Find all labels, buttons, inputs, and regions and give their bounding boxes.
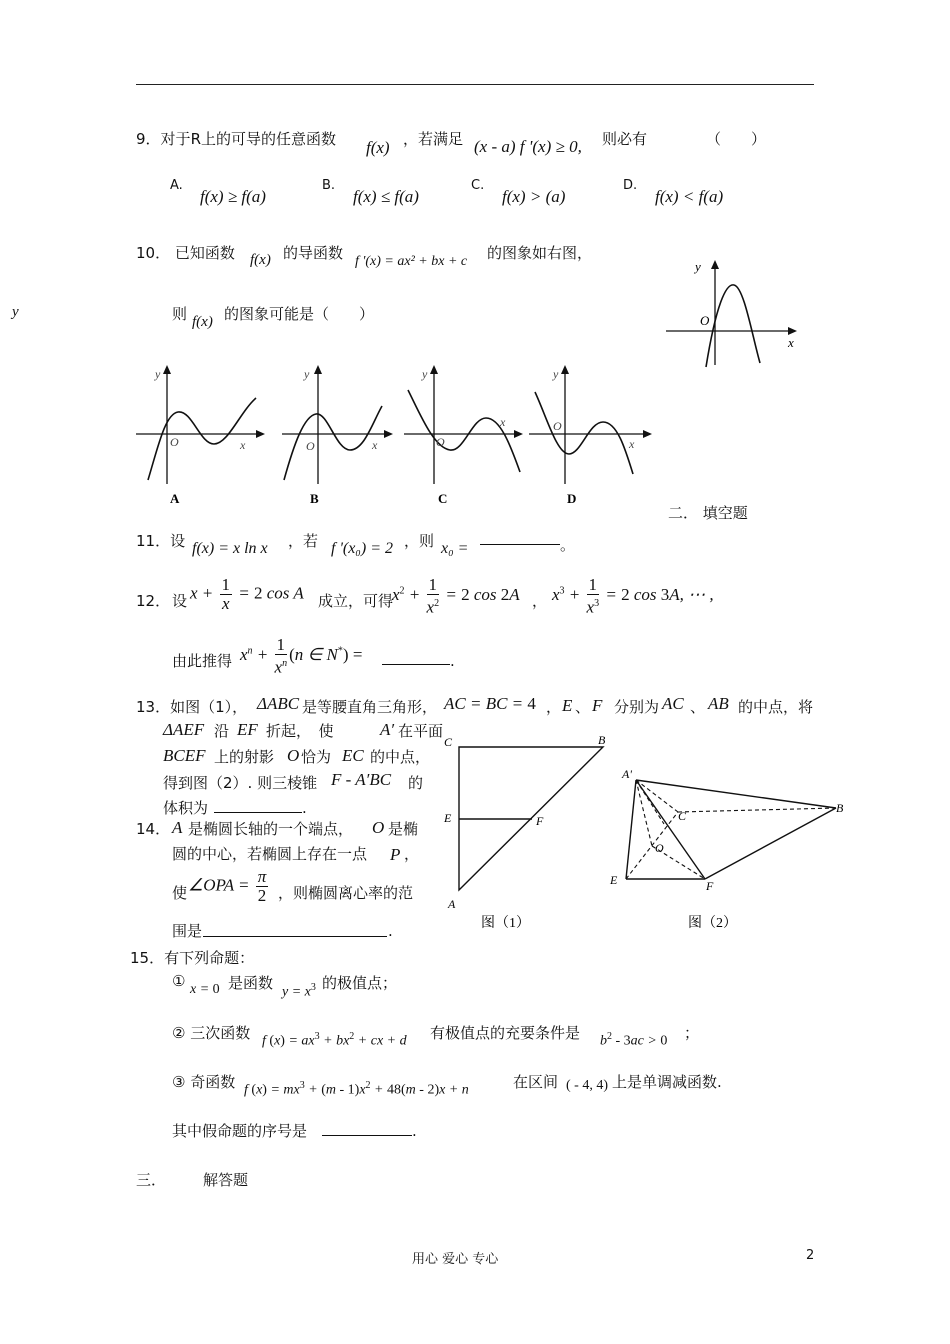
q12-eq4: $x^n$ + $\frac{1}{x^n}$ (n ∈ N*) = xyxy=(240,635,363,677)
q15-item1-func: $y = x^3$ xyxy=(282,982,316,1000)
q14-line2b: ， xyxy=(404,845,420,863)
q9-optA-label: A. xyxy=(170,178,183,193)
choice-a-y: y xyxy=(155,367,161,381)
q15-end: . xyxy=(412,1122,417,1140)
q15-item3a: ③ 奇函数 xyxy=(172,1073,236,1091)
q13-line1g: 的中点，将 xyxy=(738,698,814,716)
q12-text2: 成立，可得 xyxy=(318,592,394,610)
q13-EC: EC xyxy=(342,746,364,765)
q12-line2: 由此推得 xyxy=(172,652,233,670)
q9-optD-expr: f(x) < f(a) xyxy=(655,187,724,206)
q13-line1b: 是等腰直角三角形， xyxy=(302,698,438,716)
fig2-label-E: E xyxy=(610,873,618,887)
q14-line3a: 使 xyxy=(172,884,188,902)
q12-number: 12． xyxy=(136,592,171,610)
q13-pyramid: F - A′BC xyxy=(331,770,392,789)
fig2-caption: 图（2） xyxy=(688,916,737,931)
choice-c-x: x xyxy=(500,415,506,429)
q15-item2-cond: $b^2 - 3ac > 0$ xyxy=(600,1031,668,1049)
q11-text2: ，若 xyxy=(288,532,319,550)
q15-item3-func: f $(x) = mx^3 + (m - 1)x^2 + 48(m - 2)x + n$ xyxy=(244,1080,469,1098)
q10-line2-fx: f(x) xyxy=(192,314,213,330)
fig2-label-O: O xyxy=(655,841,664,855)
q12-text1: 设 xyxy=(172,592,188,610)
q13-Aprime: A′ xyxy=(380,720,395,739)
q15-number: 15． xyxy=(130,949,165,967)
choice-c-label: C xyxy=(438,491,448,506)
choice-d-o: O xyxy=(553,419,562,433)
choice-graph-c xyxy=(400,362,530,512)
q9-text3: ，若满足 xyxy=(403,130,464,148)
q9-optD-label: D. xyxy=(623,178,638,193)
q11-expr1: f(x) = x ln x xyxy=(192,540,268,557)
q13-line2b: 折起， 使 xyxy=(266,722,334,740)
q15-item3c: 上是单调减函数. xyxy=(612,1073,722,1091)
q13-line3b: 恰为 xyxy=(301,748,332,766)
q13-line1a: 如图（1）， xyxy=(170,698,248,716)
fig1-caption: 图（1） xyxy=(481,916,530,931)
q9-condition: (x - a) f '(x) ≥ 0, xyxy=(474,137,582,156)
q9-optB-label: B. xyxy=(322,178,336,193)
choice-graph-d xyxy=(525,362,660,512)
choice-graph-b xyxy=(278,362,403,512)
q13-line1e: 分别为 xyxy=(614,698,660,716)
q13-AC: AC xyxy=(662,694,684,713)
q14-A: A xyxy=(172,818,183,837)
q14-number: 14． xyxy=(136,820,171,838)
q14-P: P xyxy=(390,845,401,864)
choice-d-x: x xyxy=(629,437,635,451)
q9-text2: 上的可导的任意函数 xyxy=(201,130,337,148)
q9-text4: 则必有 xyxy=(602,130,648,148)
deriv-x-label: x xyxy=(788,335,794,350)
q9-optC-expr: f(x) > (a) xyxy=(502,187,566,206)
q9-fx: f(x) xyxy=(366,138,390,157)
fig2-label-B: B xyxy=(836,801,844,815)
choice-c-y: y xyxy=(422,367,428,381)
q9-optA-expr: f(x) ≥ f(a) xyxy=(200,187,266,206)
fig1-label-F: F xyxy=(536,814,544,828)
q14-end: . xyxy=(388,922,393,940)
q13-line5: 体积为 xyxy=(163,799,209,817)
q9-optC-label: C. xyxy=(471,178,485,193)
footer-center: 用心 爱心 专心 xyxy=(412,1252,499,1267)
q13-abc: ΔABC xyxy=(257,694,300,713)
q14-line1b: 是椭 xyxy=(388,820,419,838)
deriv-o-label: O xyxy=(700,313,710,328)
q10-number: 10． xyxy=(136,244,171,262)
q11-number: 11． xyxy=(136,532,171,550)
q13-end: . xyxy=(302,799,307,817)
q13-number: 13． xyxy=(136,698,171,716)
q10-line2a: 则 xyxy=(172,305,188,323)
choice-a-o: O xyxy=(170,435,179,449)
q13-BCEF: BCEF xyxy=(163,746,206,765)
section3-number: 三． xyxy=(136,1171,167,1189)
q13-line2c: 在平面 xyxy=(398,722,444,740)
q9-R: R xyxy=(190,130,201,148)
q11-text3: ，则 xyxy=(404,532,435,550)
choice-b-x: x xyxy=(372,438,378,452)
q9-text1: 对于 xyxy=(160,130,191,148)
q11-text1: 设 xyxy=(170,532,186,550)
q9-line xyxy=(136,128,336,149)
header-rule xyxy=(136,84,814,85)
q9-optB-expr: f(x) ≤ f(a) xyxy=(353,187,419,206)
q15-item1-x0: x = 0 xyxy=(190,982,220,997)
q14-line1a: 是椭圆长轴的一个端点， xyxy=(188,820,354,838)
q12-blank[interactable] xyxy=(382,664,450,665)
q11-expr3: x₀ = xyxy=(441,540,469,557)
q14-O: O xyxy=(372,818,385,837)
fig2-label-A: A' xyxy=(622,767,632,781)
stray-y: y xyxy=(12,304,19,320)
q13-line1f: 、 xyxy=(690,698,706,716)
q15-line xyxy=(130,947,254,968)
derivative-graph xyxy=(660,255,810,370)
choice-b-o: O xyxy=(306,439,315,453)
q11-blank[interactable] xyxy=(480,544,560,545)
section2-title: 二． 填空题 xyxy=(668,504,748,522)
q9-paren: （ ） xyxy=(706,130,767,148)
choice-d-y: y xyxy=(553,367,559,381)
q15-item2b: 有极值点的充要条件是 xyxy=(430,1024,581,1042)
q13-line3a: 上的射影 xyxy=(214,748,275,766)
q10-text3: 的图象如右图， xyxy=(487,244,593,262)
choice-c-o: O xyxy=(436,435,445,449)
q13-F: F xyxy=(592,696,603,715)
choice-a-x: x xyxy=(240,438,246,452)
q13-aef: ΔAEF xyxy=(163,720,205,739)
q11-line xyxy=(136,530,185,551)
q13-line1c: ， xyxy=(546,698,562,716)
choice-graph-a xyxy=(130,362,270,512)
fig2-label-F: F xyxy=(706,879,714,893)
q10-fx: f(x) xyxy=(250,252,271,268)
q10-line1 xyxy=(136,242,235,263)
deriv-y-label: y xyxy=(695,259,701,274)
choice-b-label: B xyxy=(310,491,319,506)
choice-a-label: A xyxy=(170,491,180,506)
q13-E: E xyxy=(562,696,573,715)
q10-fprime: f '(x) = ax² + bx + c xyxy=(355,254,468,269)
fig2-label-C: C xyxy=(678,809,687,823)
fig1-label-B: B xyxy=(598,733,606,747)
q13-O: O xyxy=(287,746,300,765)
q9-number: 9． xyxy=(136,130,161,148)
q12-eq2: $x^2$ + $\frac{1}{x^2}$ = 2 cos 2A xyxy=(392,575,520,617)
q14-blank[interactable] xyxy=(203,936,387,937)
q14-line4: 围是 xyxy=(172,922,203,940)
q10-text2: 的导函数 xyxy=(283,244,344,262)
q14-line2a: 圆的中心，若椭圆上存在一点 xyxy=(172,845,368,863)
q13-line1d: 、 xyxy=(575,698,591,716)
q12-end: . xyxy=(450,652,455,670)
page-number: 2 xyxy=(806,1248,815,1263)
q10-line2b: 的图象可能是（ ） xyxy=(224,305,375,323)
fig1-label-C: C xyxy=(444,735,453,749)
q15-blank[interactable] xyxy=(322,1135,412,1136)
q15-item3b: 在区间 xyxy=(513,1073,559,1091)
q15-item1a: ① xyxy=(172,972,186,990)
q15-item3-interval: ( - 4, 4) xyxy=(566,1078,608,1093)
q14-angle: ∠OPA = $\frac{\pi}{2}$ xyxy=(188,867,267,905)
fig1-label-E: E xyxy=(444,811,452,825)
q12-text3: ， xyxy=(532,592,548,610)
q11-end: 。 xyxy=(560,536,576,554)
choice-d-label: D xyxy=(567,491,577,506)
q14-line3b: ，则椭圆离心率的范 xyxy=(278,884,414,902)
q10-text1: 已知函数 xyxy=(174,244,235,262)
q13-EF: EF xyxy=(237,720,258,739)
q15-item2a: ② 三次函数 xyxy=(172,1024,251,1042)
q13-line4a: 得到图（2）. 则三棱锥 xyxy=(163,774,318,792)
q13-line3c: 的中点， xyxy=(370,748,431,766)
section3-title: 解答题 xyxy=(203,1171,249,1189)
q15-item1b: 是函数 xyxy=(228,974,274,992)
q15-item2c: ； xyxy=(684,1024,700,1042)
q15-item2-func: f $(x) = ax^3 + bx^2$ + cx + d xyxy=(262,1031,407,1049)
q15-item1c: 的极值点； xyxy=(322,974,398,992)
q15-final: 其中假命题的序号是 xyxy=(172,1122,308,1140)
q13-line1 xyxy=(136,696,247,717)
figure-2 xyxy=(608,766,850,936)
q11-expr2: f '(x₀) = 2 xyxy=(331,540,393,557)
q12-eq1: x + $\frac{1}{x}$ = 2 cos A xyxy=(190,575,304,613)
figure-1 xyxy=(440,732,615,937)
q15-intro: 有下列命题： xyxy=(164,949,255,967)
q13-line4b: 的 xyxy=(408,774,424,792)
fig1-label-A: A xyxy=(448,897,456,911)
q13-line2a: 沿 xyxy=(214,722,230,740)
q13-acbc: AC = BC = 4 xyxy=(444,694,536,713)
q13-AB: AB xyxy=(708,694,729,713)
q12-eq3: $x^3$ + $\frac{1}{x^3}$ = 2 cos 3A, ⋯ , xyxy=(552,575,714,617)
q13-blank[interactable] xyxy=(214,812,302,813)
choice-b-y: y xyxy=(304,367,310,381)
